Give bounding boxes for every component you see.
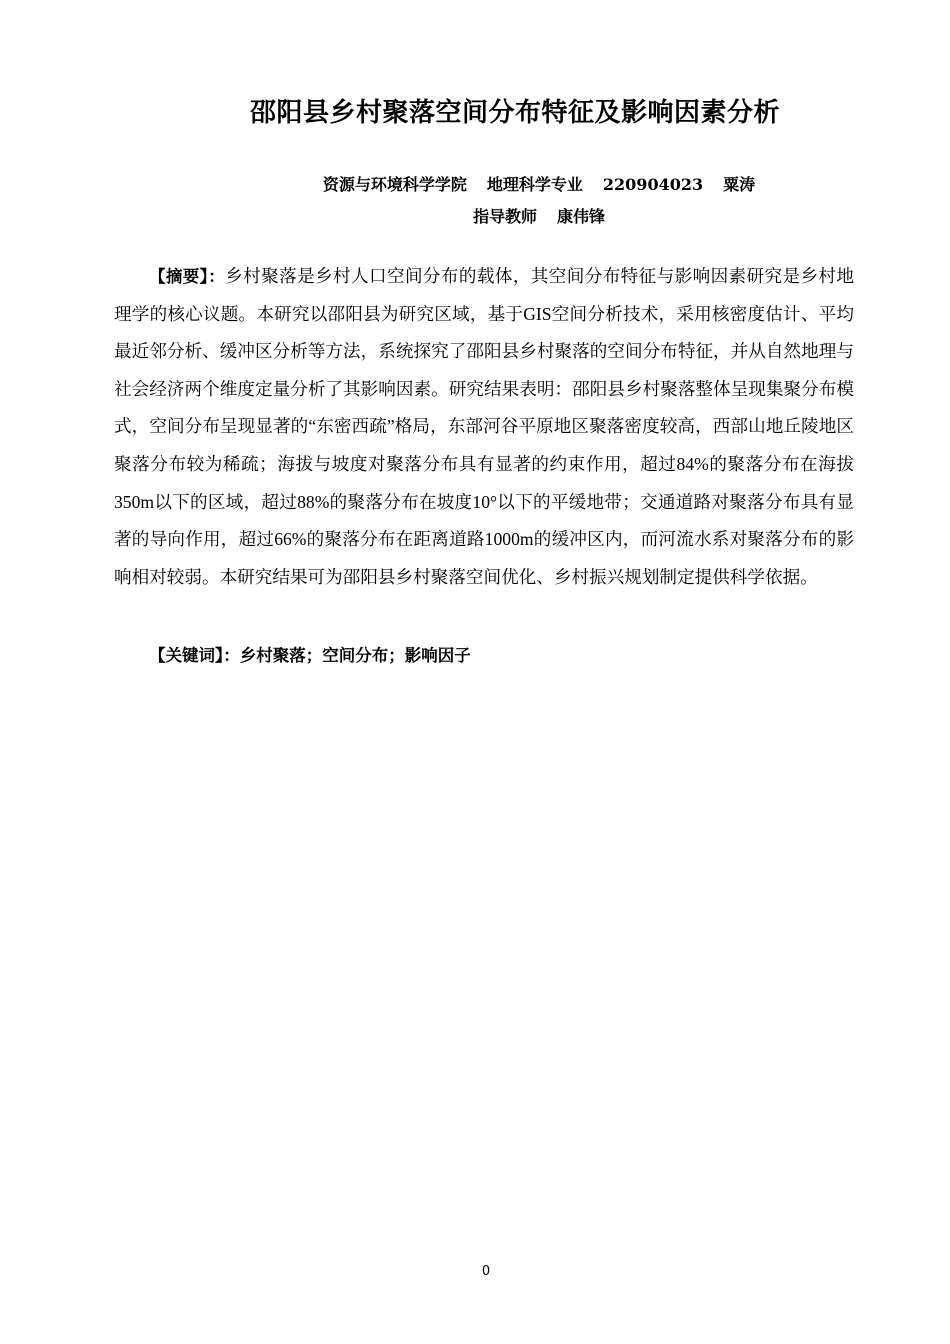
- college-name: 资源与环境科学学院: [322, 175, 467, 194]
- advisor-name: 康伟锋: [557, 207, 606, 226]
- abstract-text: 乡村聚落是乡村人口空间分布的载体，其空间分布特征与影响因素研究是乡村地理学的核心议题。本研究以邵阳县为研究区域，基于GIS空间分析技术，采用核密度估计、平均最近邻分析、缓冲区分析等方法，系统探究了邵阳县乡村聚落的空间分布特征，并从自然地理与社会经济两个维度定量分析了其影响因素。研究结果表明：邵阳县乡村聚落整体呈现集聚分布模式，空间分布呈现显著的“东密西疏”格局，东部河谷平原地区聚落密度较高，西部山地丘陵地区聚落分布较为稀疏；海拔与坡度对聚落分布具有显著的约束作用，超过84%的聚落分布在海拔350m以下的区域，超过88%的聚落分布在坡度10°以下的平缓地带；交通道路对聚落分布具有显著的导向作用，超过66%的聚落分布在距离道路1000m的缓冲区内，而河流水系对聚落分布的影响相对较弱。本研究结果可为邵阳县乡村聚落空间优化、乡村振兴规划制定提供科学依据。: [114, 266, 855, 587]
- abstract-label: 【摘要】: [149, 267, 209, 286]
- major-name: 地理科学专业: [486, 175, 583, 194]
- student-id: 220904023: [602, 175, 704, 194]
- keywords-text: 乡村聚落；空间分布；影响因子: [239, 646, 471, 665]
- advisor-label: 指导教师: [472, 207, 537, 226]
- author-info: [142, 172, 936, 198]
- paper-title: 邵阳县乡村聚落空间分布特征及影响因素分析: [249, 98, 780, 128]
- page-number: 0: [481, 1264, 491, 1279]
- abstract-colon: ：: [208, 267, 226, 286]
- author-name: 粟涛: [723, 175, 756, 194]
- advisor-info: [142, 204, 936, 230]
- abstract-paragraph: [114, 258, 854, 596]
- keywords-label: 【关键词】：: [149, 646, 240, 665]
- keywords-paragraph: [114, 641, 854, 671]
